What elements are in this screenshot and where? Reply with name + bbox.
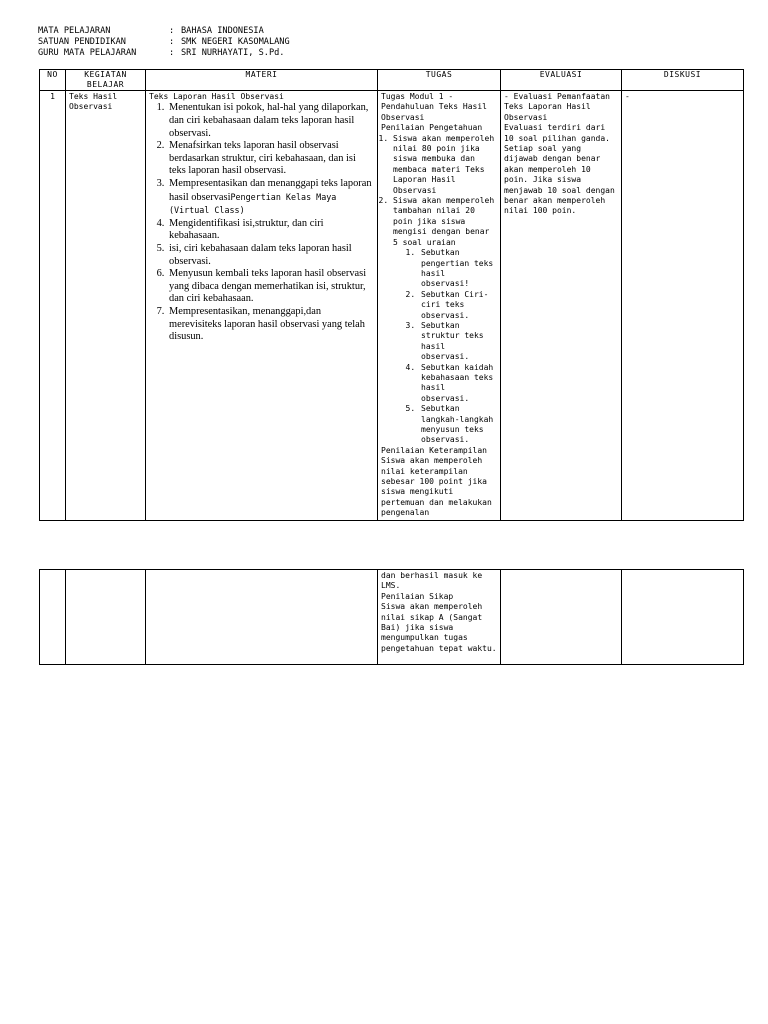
tugas-cell-continued <box>378 570 501 665</box>
empty-cell <box>622 570 744 665</box>
penilaian-sikap-label: Penilaian Sikap <box>381 591 454 601</box>
list-item: 2. Siswa akan memperoleh tambahan nilai 20 poin jika siswa mengisi dengan benar 5 soal uraian 1. Sebutkan pengertian teks hasil observasi! 2. Sebutkan Ciri-ciri teks observasi. 3. Sebutkan struktur teks hasil observasi. 4. Sebutkan kaidah kebahasaan teks hasil observasi. 5. Sebutkan langkah-langkah menyusun teks observasi. <box>393 196 497 446</box>
list-item: 1. Siswa akan memperoleh nilai 80 poin jika siswa membuka dan membaca materi Teks Laporan Hasil Observasi <box>393 134 497 196</box>
list-item: 6. Menyusun kembali teks laporan hasil observasi yang dibaca dengan memerhatikan isi, struktur, dan ciri kebahasaan. <box>167 268 375 306</box>
list-item: 3. Mempresentasikan dan menanggapi teks laporan hasil observasiPengertian Kelas Maya (Virtual Class) <box>167 178 375 218</box>
lesson-table-continued <box>39 569 744 665</box>
empty-cell <box>501 570 622 665</box>
evaluasi-title: - Evaluasi Pemanfaatan Teks Laporan Hasil Observasi <box>504 92 610 122</box>
list-item: 1. Menentukan isi pokok, hal-hal yang dilaporkan, dan ciri kebahasaan dalam teks laporan hasil observasi. <box>167 102 375 140</box>
empty-cell <box>66 570 146 665</box>
col-header-no: NO <box>40 70 66 91</box>
penilaian-keterampilan-label: Penilaian Keterampilan <box>381 445 487 455</box>
soal-list <box>393 248 497 446</box>
evaluasi-body: Evaluasi terdiri dari 10 soal pilihan ganda. Setiap soal yang dijawab dengan benar akan memperoleh 10 poin. Jika siswa menjawab 10 soal dengan benar akan memperoleh nilai 100 poin. <box>504 123 615 216</box>
header-row-teacher: GURU MATA PELAJARAN : SRI NURHAYATI, S.Pd. <box>38 48 285 58</box>
table-row <box>40 570 744 665</box>
empty-cell <box>146 570 378 665</box>
materi-inline-note: Pengertian Kelas Maya (Virtual Class) <box>169 191 337 216</box>
table-row <box>40 91 744 521</box>
tugas-title: Tugas Modul 1 - Pendahuluan Teks Hasil Observasi <box>381 92 487 122</box>
list-item: 2. Sebutkan Ciri-ciri teks observasi. <box>420 290 497 321</box>
list-item: 4. Mengidentifikasi isi,struktur, dan ciri kebahasaan. <box>167 218 375 243</box>
document-header <box>38 26 290 59</box>
col-header-kegiatan: KEGIATAN BELAJAR <box>66 70 146 91</box>
materi-list <box>146 102 377 343</box>
evaluasi-cell <box>501 91 622 521</box>
lesson-table <box>39 69 744 521</box>
teacher-value: SRI NURHAYATI, S.Pd. <box>181 48 285 58</box>
materi-cell <box>146 91 378 521</box>
school-value: SMK NEGERI KASOMALANG <box>181 37 290 47</box>
list-item: 4. Sebutkan kaidah kebahasaan teks hasil observasi. <box>420 363 497 405</box>
table-header-row <box>40 70 744 91</box>
header-row-school: SATUAN PENDIDIKAN : SMK NEGERI KASOMALANG <box>38 37 290 47</box>
header-row-subject: MATA PELAJARAN : BAHASA INDONESIA <box>38 26 264 36</box>
col-header-materi: MATERI <box>146 70 378 91</box>
col-header-tugas: TUGAS <box>378 70 501 91</box>
col-header-evaluasi: EVALUASI <box>501 70 622 91</box>
diskusi-cell: - <box>622 91 744 521</box>
list-item: 2. Menafsirkan teks laporan hasil observasi berdasarkan struktur, ciri kebahasaan, dan isi teks laporan hasil observasi. <box>167 140 375 178</box>
tugas-list <box>381 134 497 446</box>
empty-cell <box>40 570 66 665</box>
row-number: 1 <box>40 91 66 521</box>
kegiatan-cell: Teks Hasil Observasi <box>66 91 146 521</box>
list-item: 1. Sebutkan pengertian teks hasil observasi! <box>420 248 497 290</box>
list-item: 3. Sebutkan struktur teks hasil observasi. <box>420 321 497 363</box>
penilaian-sikap-text: Siswa akan memperoleh nilai sikap A (Sangat Bai) jika siswa mengumpulkan tugas pengetahuan tepat waktu. <box>381 602 497 653</box>
materi-title: Teks Laporan Hasil Observasi <box>149 92 284 101</box>
tugas-cell <box>378 91 501 521</box>
tugas-continued-text: dan berhasil masuk ke LMS. <box>381 571 483 591</box>
subject-value: BAHASA INDONESIA <box>181 26 264 36</box>
col-header-diskusi: DISKUSI <box>622 70 744 91</box>
penilaian-pengetahuan-label: Penilaian Pengetahuan <box>381 123 483 133</box>
penilaian-keterampilan-text: Siswa akan memperoleh nilai keterampilan sebesar 100 point jika siswa mengikuti pertemuan dan melakukan pengenalan <box>381 456 492 518</box>
list-item: 5. Sebutkan langkah-langkah menyusun teks observasi. <box>420 404 497 446</box>
list-item: 7. Mempresentasikan, menanggapi,dan merevisiteks laporan hasil observasi yang telah disusun. <box>167 306 375 344</box>
list-item: 5. isi, ciri kebahasaan dalam teks laporan hasil observasi. <box>167 243 375 268</box>
